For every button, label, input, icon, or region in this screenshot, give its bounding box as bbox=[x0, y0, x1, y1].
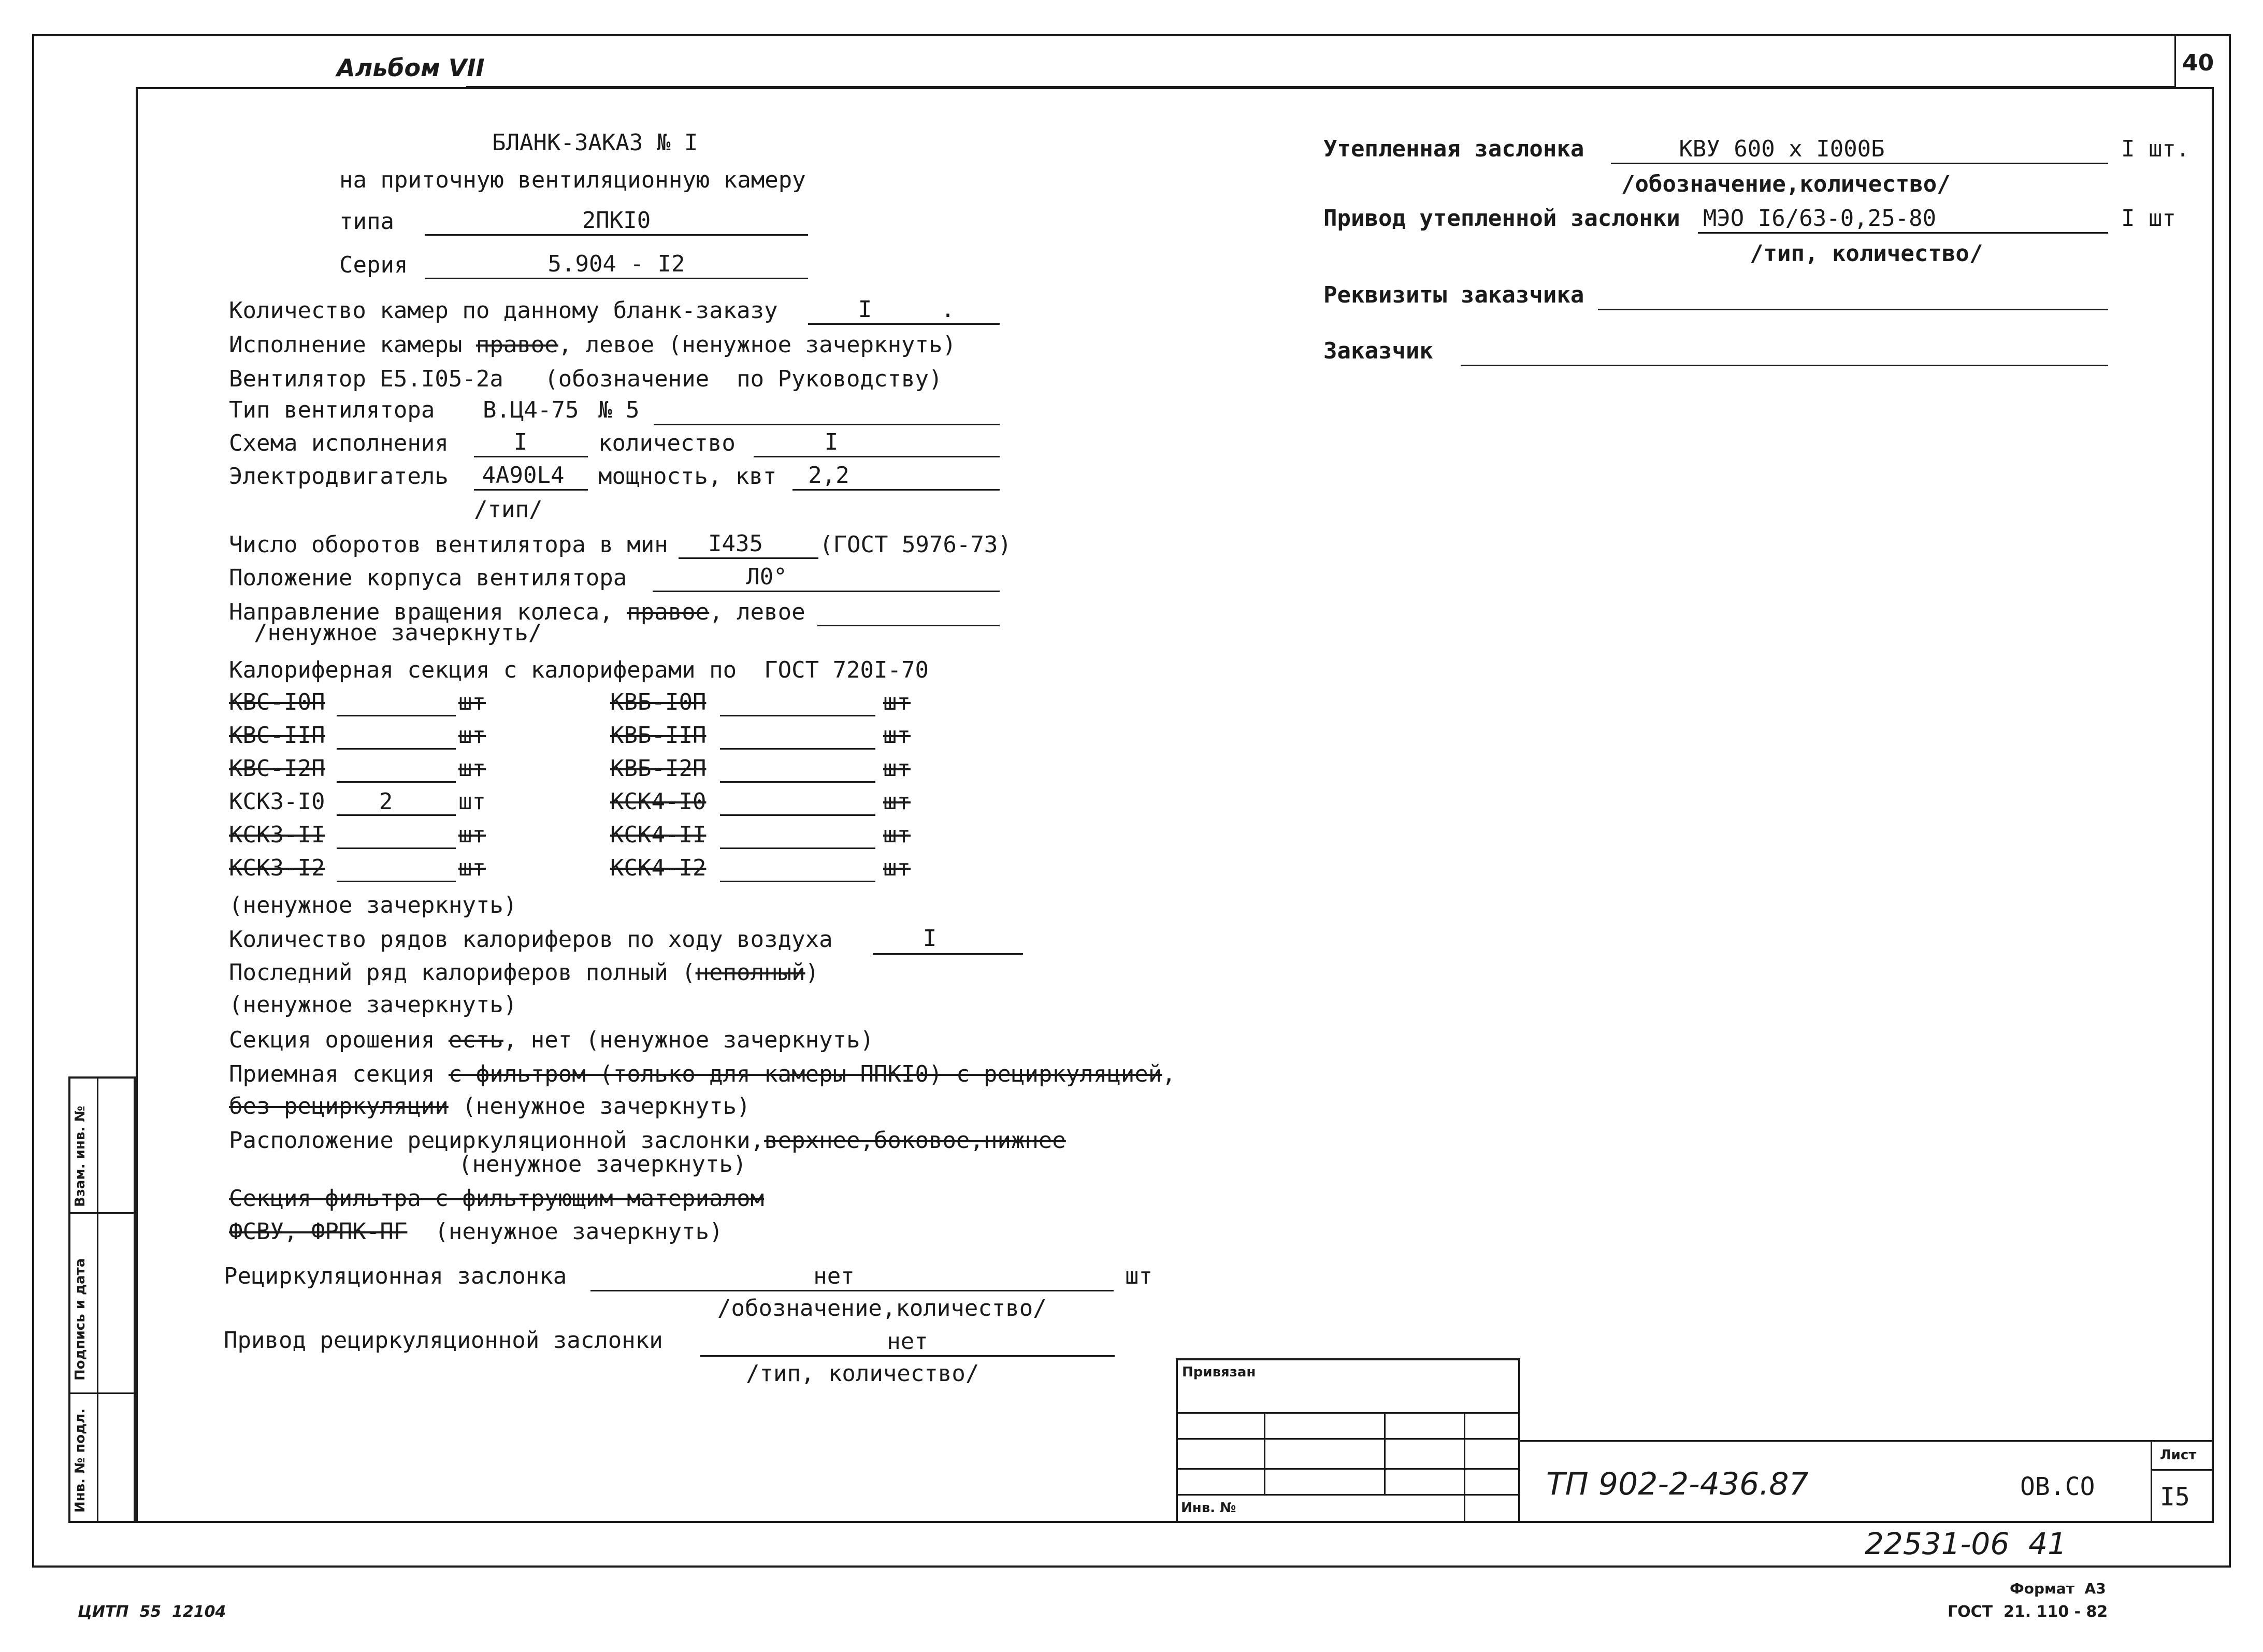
sheet-label: Лист bbox=[2160, 1447, 2197, 1463]
heater-unit: шт bbox=[883, 755, 911, 782]
fan-number: № 5 bbox=[598, 397, 640, 423]
irrigation-struck: есть bbox=[448, 1027, 503, 1053]
intake-struck: с фильтром (только для камеры ППКI0) с рециркуляцией bbox=[448, 1061, 1162, 1087]
heater-name: КВС-I2П bbox=[229, 755, 325, 782]
heater-underline bbox=[337, 781, 456, 783]
customer-label: Заказчик bbox=[1323, 338, 1433, 364]
series-underline bbox=[425, 278, 808, 279]
recirc-drive-value: нет bbox=[887, 1328, 928, 1355]
drive-unit: I шт bbox=[2121, 205, 2176, 232]
recirc-pos-note: (ненужное зачеркнуть) bbox=[458, 1151, 747, 1177]
type-label: типа bbox=[339, 208, 394, 235]
heater-unit: шт bbox=[883, 722, 911, 749]
heater-name: КВБ-IIП bbox=[610, 722, 707, 749]
heater-underline bbox=[720, 847, 875, 849]
drive-note: /тип, количество/ bbox=[1750, 240, 1983, 267]
heater-underline bbox=[720, 881, 875, 882]
fan-type-value: В.Ц4-75 bbox=[483, 397, 579, 423]
heater-unit: шт bbox=[458, 722, 486, 749]
position-value: Л0° bbox=[746, 564, 787, 590]
heater-underline bbox=[720, 748, 875, 750]
heater-underline bbox=[720, 715, 875, 716]
scheme-underline bbox=[474, 456, 588, 457]
scheme-value: I bbox=[513, 429, 528, 455]
rows-underline bbox=[873, 953, 1023, 955]
recirc-drive-underline bbox=[700, 1355, 1115, 1357]
insulated-label: Утепленная заслонка bbox=[1323, 136, 1584, 162]
footer-left: ЦИТП 55 12104 bbox=[78, 1603, 226, 1621]
filter-struck: Секция фильтра с фильтрующим материалом bbox=[229, 1185, 765, 1212]
heater-underline bbox=[337, 715, 456, 716]
last-row-struck: неполный bbox=[695, 959, 805, 986]
archive-number: 22531-06 41 bbox=[1865, 1526, 2067, 1561]
heater-unit: шт bbox=[883, 788, 911, 815]
heater-name: КСК3-I0 bbox=[229, 788, 325, 815]
heater-name: КВС-I0П bbox=[229, 689, 325, 715]
qty-label: количество bbox=[598, 430, 736, 456]
recirc-damper-underline bbox=[590, 1290, 1114, 1291]
recirc-pos-struck: верхнее,боковое,нижнее bbox=[764, 1127, 1066, 1154]
heater-unit: шт bbox=[458, 822, 486, 848]
privyazan-line-1 bbox=[1176, 1412, 1520, 1414]
heater-name: КСК4-II bbox=[610, 822, 707, 848]
insulated-unit: I шт. bbox=[2121, 136, 2190, 162]
recirc-damper-unit: шт bbox=[1125, 1263, 1152, 1289]
heater-underline bbox=[720, 781, 875, 783]
irrigation-line bbox=[229, 1029, 874, 1052]
unneeded-note: (ненужное зачеркнуть) bbox=[229, 892, 517, 918]
drive-label: Привод утепленной заслонки bbox=[1323, 205, 1680, 232]
heater-underline bbox=[337, 881, 456, 882]
recirc-pos-label: Расположение рециркуляционной заслонки, bbox=[229, 1127, 765, 1154]
footer-gost: ГОСТ 21. 110 - 82 bbox=[1948, 1603, 2108, 1621]
drive-underline bbox=[1698, 232, 2108, 234]
privyazan-col-2 bbox=[1384, 1412, 1386, 1494]
privyazan-box bbox=[1176, 1358, 1520, 1523]
rpm-value: I435 bbox=[708, 530, 763, 557]
intake2-rest: (ненужное зачеркнуть) bbox=[448, 1093, 751, 1119]
intake-label: Приемная секция bbox=[229, 1061, 435, 1087]
rows-value: I bbox=[923, 925, 937, 952]
privyazan-line-4 bbox=[1176, 1494, 1520, 1496]
form-title: БЛАНК-ЗАКАЗ № I bbox=[492, 130, 698, 156]
qty-underline bbox=[754, 456, 1000, 457]
header-top-line bbox=[466, 86, 2174, 88]
execution-struck: правое bbox=[475, 332, 558, 358]
type-value: 2ПКI0 bbox=[582, 207, 651, 234]
privyazan-line-2 bbox=[1176, 1438, 1520, 1440]
fan-type-label: Тип вентилятора bbox=[229, 397, 435, 423]
last-row-close: ) bbox=[805, 959, 819, 986]
insulated-underline bbox=[1611, 163, 2108, 164]
position-underline bbox=[653, 591, 1000, 592]
heater-underline bbox=[337, 748, 456, 750]
rotation-struck: правое bbox=[627, 599, 710, 625]
heater-name: КВС-IIП bbox=[229, 722, 325, 749]
heater-name: КВБ-I2П bbox=[610, 755, 707, 782]
heater-unit: шт bbox=[883, 822, 911, 848]
recirc-damper-note: /обозначение,количество/ bbox=[717, 1295, 1047, 1321]
heater-underline bbox=[720, 814, 875, 816]
heater-name: КВБ-I0П bbox=[610, 689, 707, 715]
privyazan-label: Привязан bbox=[1182, 1364, 1256, 1380]
side-stamp-inv: Инв. № подл. bbox=[73, 1408, 88, 1513]
side-stamp-line-2 bbox=[68, 1392, 136, 1394]
sheet-label-line bbox=[2151, 1469, 2214, 1471]
heater-underline bbox=[337, 847, 456, 849]
side-stamp-vzam: Взам. инв. № bbox=[73, 1105, 88, 1207]
rpm-underline bbox=[679, 557, 818, 559]
doc-code: ТП 902-2-436.87 bbox=[1546, 1466, 1809, 1502]
sheet-value: I5 bbox=[2160, 1483, 2190, 1512]
series-label: Серия bbox=[339, 252, 408, 278]
recirc-damper-label: Рециркуляционная заслонка bbox=[224, 1263, 567, 1289]
chambers-value: I bbox=[858, 296, 872, 323]
power-underline bbox=[792, 489, 1000, 491]
heater-name: КСК3-II bbox=[229, 822, 325, 848]
inv-no-label: Инв. № bbox=[1181, 1500, 1236, 1516]
series-value: 5.904 - I2 bbox=[547, 251, 685, 277]
chambers-label: Количество камер по данному бланк-заказу bbox=[229, 297, 778, 324]
fan-line: Вентилятор E5.I05-2a (обозначение по Руководству) bbox=[229, 366, 943, 392]
privyazan-col-1 bbox=[1264, 1412, 1265, 1494]
filter2-struck: ФСВУ, ФРПК-ПГ bbox=[229, 1218, 408, 1245]
last-row-label: Последний ряд калориферов полный ( bbox=[229, 959, 696, 986]
position-label: Положение корпуса вентилятора bbox=[229, 565, 627, 591]
recirc-damper-value: нет bbox=[813, 1263, 855, 1289]
heater-unit: шт bbox=[458, 689, 486, 715]
doc-mark: ОВ.СО bbox=[2020, 1472, 2095, 1501]
execution-rest: , левое (ненужное зачеркнуть) bbox=[558, 332, 957, 358]
heater-unit: шт bbox=[883, 855, 911, 881]
heater-unit: шт bbox=[458, 755, 486, 782]
requisites-underline bbox=[1598, 309, 2108, 310]
requisites-label: Реквизиты заказчика bbox=[1323, 282, 1584, 308]
motor-value: 4A90L4 bbox=[482, 462, 565, 489]
type-underline bbox=[425, 234, 808, 236]
heater-label: Калориферная секция с калориферами по ГОСТ 720I-70 bbox=[229, 657, 929, 683]
insulated-value: КВУ 600 х I000Б bbox=[1679, 136, 1885, 162]
rows-label: Количество рядов калориферов по ходу воздуха bbox=[229, 926, 833, 953]
rotation-label: Направление вращения колеса, bbox=[229, 599, 613, 625]
privyazan-col-3 bbox=[1464, 1412, 1465, 1523]
sheet-divider bbox=[2151, 1440, 2152, 1523]
rotation-note: /ненужное зачеркнуть/ bbox=[254, 620, 542, 646]
filter-line-2 bbox=[229, 1220, 723, 1243]
chambers-dot: . bbox=[941, 296, 955, 323]
rotation-rest: , левое bbox=[709, 599, 805, 625]
last-row-line bbox=[229, 961, 819, 984]
unneeded-note-2: (ненужное зачеркнуть) bbox=[229, 992, 517, 1018]
page-number: 40 bbox=[2182, 50, 2214, 76]
title-block-top bbox=[1520, 1440, 2214, 1442]
motor-label: Электродвигатель bbox=[229, 463, 449, 490]
fan-type-underline bbox=[654, 424, 1000, 425]
recirc-pos-line bbox=[229, 1129, 1066, 1152]
album-label: Альбом VII bbox=[337, 54, 485, 82]
power-label: мощность, квт bbox=[598, 463, 777, 490]
irrigation-rest: , нет (ненужное зачеркнуть) bbox=[503, 1027, 874, 1053]
motor-type-note: /тип/ bbox=[474, 496, 543, 523]
heater-unit: шт bbox=[458, 855, 486, 881]
execution-label: Исполнение камеры bbox=[229, 332, 463, 358]
chambers-underline bbox=[808, 323, 1000, 325]
filter2-rest: (ненужное зачеркнуть) bbox=[407, 1218, 723, 1245]
rpm-label: Число оборотов вентилятора в мин bbox=[229, 531, 668, 558]
qty-value: I bbox=[824, 429, 839, 455]
side-stamp-line-1 bbox=[68, 1212, 136, 1214]
drive-value: МЭО I6/63-0,25-80 bbox=[1703, 205, 1937, 232]
irrigation-label: Секция орошения bbox=[229, 1027, 435, 1053]
side-stamp-divider bbox=[97, 1076, 98, 1523]
footer-format: Формат А3 bbox=[2010, 1580, 2106, 1597]
insulated-note: /обозначение,количество/ bbox=[1621, 171, 1951, 197]
heater-unit: шт bbox=[458, 788, 486, 815]
rotation-underline bbox=[817, 625, 1000, 626]
heater-unit: шт bbox=[883, 689, 911, 715]
heater-name: КСК4-I0 bbox=[610, 788, 707, 815]
rpm-gost: (ГОСТ 5976-73) bbox=[819, 531, 1012, 558]
heater-name: КСК3-I2 bbox=[229, 855, 325, 881]
heater-name: КСК4-I2 bbox=[610, 855, 707, 881]
power-value: 2,2 bbox=[808, 462, 849, 489]
intake2-struck: без рециркуляции bbox=[229, 1093, 449, 1119]
privyazan-line-3 bbox=[1176, 1468, 1520, 1470]
recirc-drive-label: Привод рециркуляционной заслонки bbox=[224, 1327, 663, 1354]
header-divider bbox=[2174, 34, 2176, 87]
intake-comma: , bbox=[1162, 1061, 1176, 1087]
intake-line bbox=[229, 1063, 1176, 1086]
intake-line-2 bbox=[229, 1095, 751, 1118]
scheme-label: Схема исполнения bbox=[229, 430, 449, 456]
side-stamp-podpis: Подпись и дата bbox=[73, 1258, 88, 1381]
form-subtitle: на приточную вентиляционную камеру bbox=[339, 167, 806, 193]
heater-underline bbox=[337, 814, 456, 816]
customer-underline bbox=[1461, 365, 2108, 366]
recirc-drive-note: /тип, количество/ bbox=[746, 1360, 979, 1387]
motor-underline bbox=[474, 489, 588, 491]
heater-value: 2 bbox=[379, 788, 393, 815]
execution-line bbox=[229, 334, 956, 356]
